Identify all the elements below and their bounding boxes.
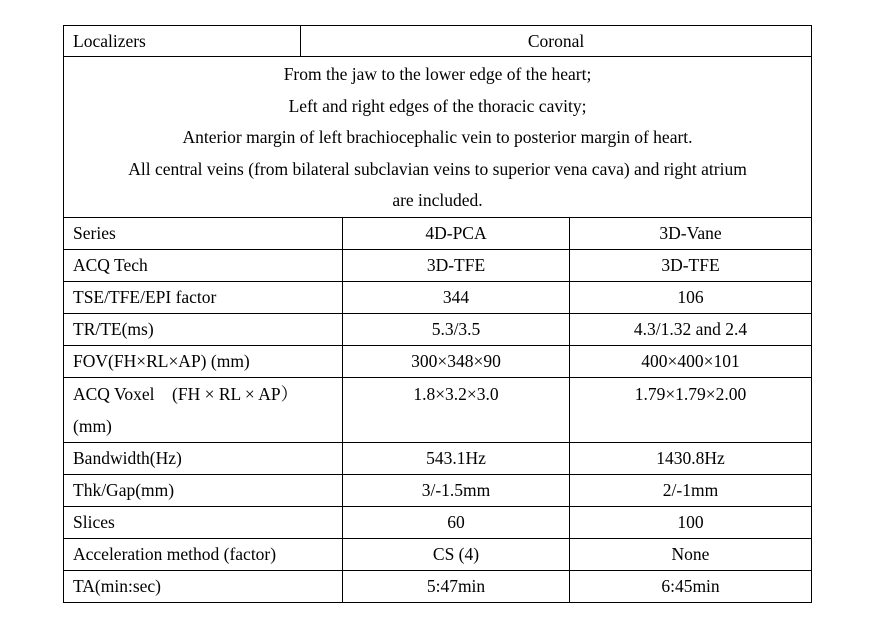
row-label: TR/TE(ms) xyxy=(64,313,343,345)
value-4d-pca: 60 xyxy=(343,506,570,538)
coverage-description xyxy=(64,57,812,218)
value-4d-pca: 4D-PCA xyxy=(343,217,570,249)
orientation-value: Coronal xyxy=(301,26,812,57)
mri-parameters-table xyxy=(63,25,812,603)
header-row xyxy=(64,26,812,57)
value-3d-vane: 106 xyxy=(570,281,812,313)
table-row xyxy=(64,345,812,377)
value-4d-pca: 300×348×90 xyxy=(343,345,570,377)
table-row xyxy=(64,377,812,442)
table-row xyxy=(64,313,812,345)
description-line: All central veins (from bilateral subclavian veins to superior vena cava) and right atrium xyxy=(128,158,747,179)
row-label: Series xyxy=(64,217,343,249)
value-4d-pca: 1.8×3.2×3.0 xyxy=(343,377,570,442)
value-4d-pca: CS (4) xyxy=(343,538,570,570)
description-line: From the jaw to the lower edge of the heart; xyxy=(283,64,592,84)
description-line: Left and right edges of the thoracic cavity; xyxy=(288,95,587,116)
row-label-line: (mm) xyxy=(73,415,112,436)
value-4d-pca: 5.3/3.5 xyxy=(343,313,570,345)
row-label: Thk/Gap(mm) xyxy=(64,474,343,506)
value-3d-vane: 100 xyxy=(570,506,812,538)
localizers-label: Localizers xyxy=(64,26,301,57)
value-3d-vane: 1430.8Hz xyxy=(570,442,812,474)
value-3d-vane: 2/-1mm xyxy=(570,474,812,506)
description-row xyxy=(64,57,812,218)
value-4d-pca: 3D-TFE xyxy=(343,249,570,281)
row-label: FOV(FH×RL×AP) (mm) xyxy=(64,345,343,377)
value-4d-pca: 543.1Hz xyxy=(343,442,570,474)
value-3d-vane: 400×400×101 xyxy=(570,345,812,377)
value-4d-pca: 344 xyxy=(343,281,570,313)
table-row xyxy=(64,474,812,506)
row-label: Slices xyxy=(64,506,343,538)
row-label xyxy=(64,377,343,442)
table-row xyxy=(64,506,812,538)
value-3d-vane: 1.79×1.79×2.00 xyxy=(570,377,812,442)
table-row xyxy=(64,249,812,281)
row-label: Acceleration method (factor) xyxy=(64,538,343,570)
description-line: are included. xyxy=(392,190,483,211)
table-row xyxy=(64,538,812,570)
value-3d-vane: 6:45min xyxy=(570,570,812,602)
value-4d-pca: 5:47min xyxy=(343,570,570,602)
value-3d-vane: 3D-Vane xyxy=(570,217,812,249)
row-label: ACQ Tech xyxy=(64,249,343,281)
value-3d-vane: None xyxy=(570,538,812,570)
table-row xyxy=(64,570,812,602)
value-4d-pca: 3/-1.5mm xyxy=(343,474,570,506)
row-label-line: ACQ Voxel (FH × RL × AP） xyxy=(73,383,299,404)
value-3d-vane: 3D-TFE xyxy=(570,249,812,281)
description-line: Anterior margin of left brachiocephalic vein to posterior margin of heart. xyxy=(182,127,693,148)
row-label: TSE/TFE/EPI factor xyxy=(64,281,343,313)
table-row xyxy=(64,442,812,474)
table-row xyxy=(64,217,812,249)
document-page xyxy=(63,25,811,603)
table-row xyxy=(64,281,812,313)
row-label: Bandwidth(Hz) xyxy=(64,442,343,474)
value-3d-vane: 4.3/1.32 and 2.4 xyxy=(570,313,812,345)
row-label: TA(min:sec) xyxy=(64,570,343,602)
